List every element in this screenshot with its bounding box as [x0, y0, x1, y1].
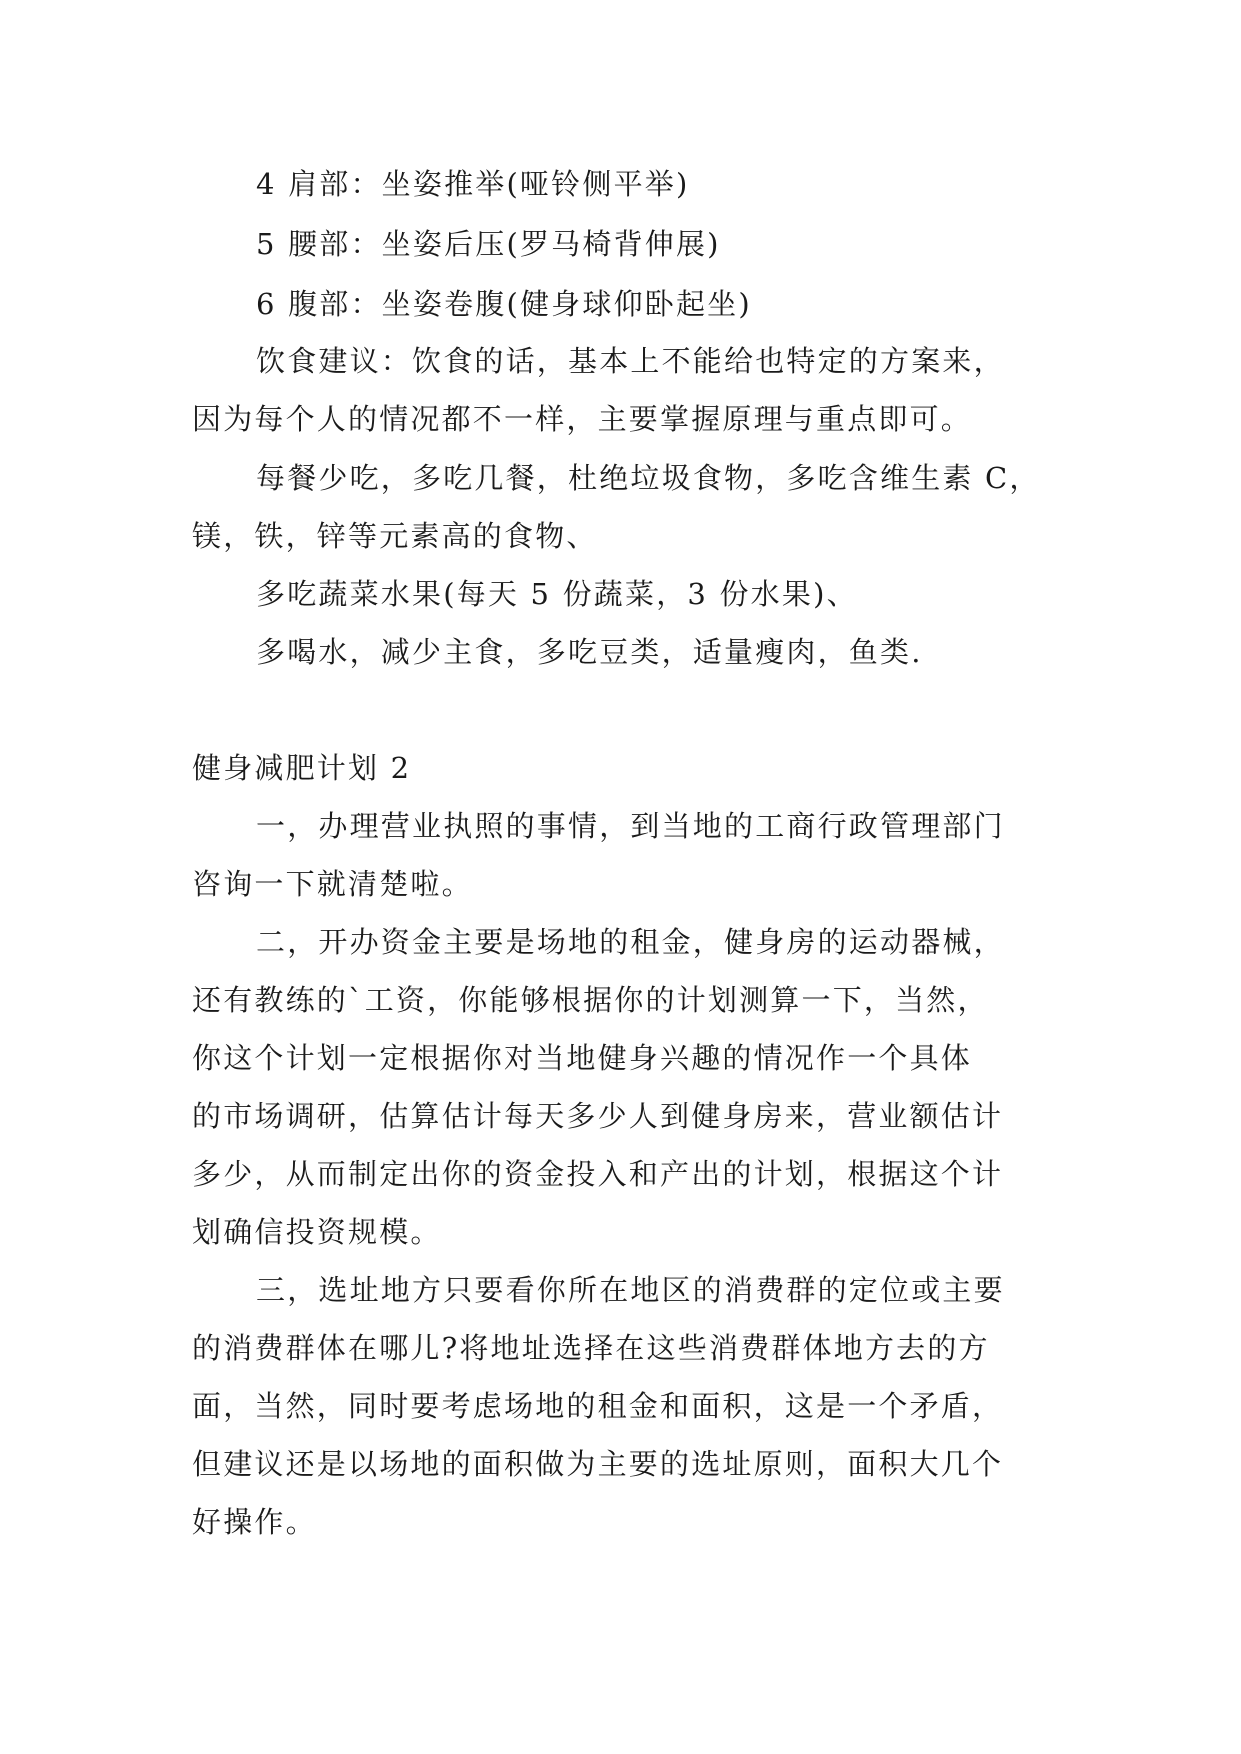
- paragraph-line: 的消费群体在哪儿?将地址选择在这些消费群体地方去的方: [192, 1331, 990, 1365]
- paragraph-line: 6 腹部：坐姿卷腹(健身球仰卧起坐): [256, 287, 752, 321]
- paragraph-line: 每餐少吃，多吃几餐，杜绝垃圾食物，多吃含维生素 C，: [256, 461, 1041, 495]
- paragraph-line: 4 肩部：坐姿推举(哑铃侧平举): [256, 167, 690, 201]
- paragraph-line: 面，当然，同时要考虑场地的租金和面积，这是一个矛盾，: [192, 1389, 1004, 1423]
- paragraph-line: 好操作。: [192, 1505, 317, 1539]
- paragraph-line: 二，开办资金主要是场地的租金，健身房的运动器械，: [256, 925, 1005, 959]
- paragraph-line: 多少，从而制定出你的资金投入和产出的计划，根据这个计: [192, 1157, 1004, 1191]
- paragraph-line: 三，选址地方只要看你所在地区的消费群的定位或主要: [256, 1273, 1005, 1307]
- paragraph-line: 咨询一下就清楚啦。: [192, 867, 473, 901]
- paragraph-line: 的市场调研，估算估计每天多少人到健身房来，营业额估计: [192, 1099, 1004, 1133]
- paragraph-line: 你这个计划一定根据你对当地健身兴趣的情况作一个具体: [192, 1041, 973, 1075]
- paragraph-line: 镁，铁，锌等元素高的食物、: [192, 519, 598, 553]
- paragraph-line: 因为每个人的情况都不一样，主要掌握原理与重点即可。: [192, 402, 973, 436]
- paragraph-line: 多吃蔬菜水果(每天 5 份蔬菜，3 份水果)、: [256, 577, 858, 611]
- section-heading: 健身减肥计划 2: [192, 751, 412, 785]
- paragraph-line: 划确信投资规模。: [192, 1215, 442, 1249]
- paragraph-line: 但建议还是以场地的面积做为主要的选址原则，面积大几个: [192, 1447, 1004, 1481]
- paragraph-line: 饮食建议：饮食的话，基本上不能给也特定的方案来，: [256, 344, 1005, 378]
- paragraph-line: 一，办理营业执照的事情，到当地的工商行政管理部门: [256, 809, 1005, 843]
- paragraph-line: 多喝水，减少主食，多吃豆类，适量瘦肉，鱼类.: [256, 635, 923, 669]
- paragraph-line: 还有教练的`工资，你能够根据你的计划测算一下，当然，: [192, 983, 989, 1017]
- paragraph-line: 5 腰部：坐姿后压(罗马椅背伸展): [256, 227, 721, 261]
